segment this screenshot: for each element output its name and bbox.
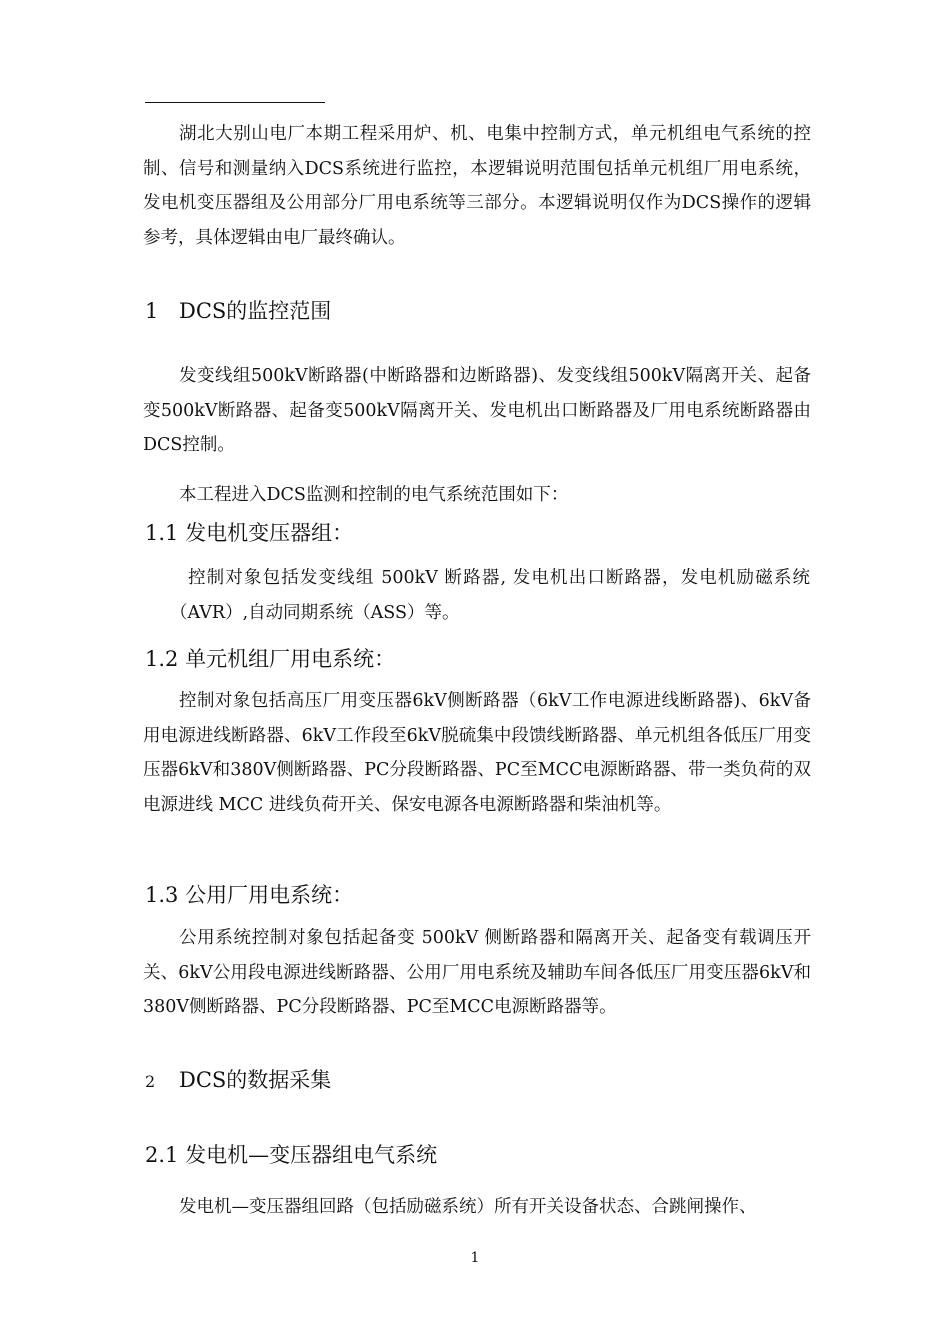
- section-1-paragraph-2: 本工程进入DCS监测和控制的电气系统范围如下：: [179, 485, 569, 505]
- section-2-1-paragraph: 发电机—变压器组回路（包括励磁系统）所有开关设备状态、合跳闸操作、: [179, 1197, 757, 1217]
- section-1-title: DCS的监控范围: [179, 299, 332, 323]
- section-1-2-heading: 1.2 单元机组厂用电系统：: [145, 647, 396, 671]
- section-2-1-heading: 2.1 发电机—变压器组电气系统: [145, 1143, 438, 1167]
- section-1-1-paragraph: 控制对象包括发变线组 500kV 断路器, 发电机出口断路器，发电机励磁系统（AVR）,自动同期系统（ASS）等。: [170, 568, 810, 623]
- section-1-2-paragraph: 控制对象包括高压厂用变压器6kV侧断路器（6kV工作电源进线断路器)、6kV备用电源进线断路器、6kV工作段至6kV脱硫集中段馈线断路器、单元机组各低压厂用变压器6kV和380V侧断路器、PC分段断路器、PC至MCC电源断路器、带一类负荷的双电源进线 MCC 进线负荷开关、保安电源各电源断路器和柴油机等。: [143, 691, 811, 815]
- section-1-number: 1: [145, 299, 159, 323]
- section-1-3-heading: 1.3 公用厂用电系统：: [145, 883, 354, 907]
- section-1-1-heading: 1.1 发电机变压器组：: [145, 521, 354, 545]
- section-1-paragraph-1: 发变线组500kV断路器(中断路器和边断路器)、发变线组500kV隔离开关、起备变500kV断路器、起备变500kV隔离开关、发电机出口断路器及厂用电系统断路器由DCS控制。: [143, 366, 811, 455]
- section-1-heading: [145, 295, 331, 325]
- section-1-3-paragraph: 公用系统控制对象包括起备变 500kV 侧断路器和隔离开关、起备变有载调压开关、6kV公用段电源进线断路器、公用厂用电系统及辅助车间各低压厂用变压器6kV和380V侧断路器、PC分段断路器、PC至MCC电源断路器等。: [143, 928, 811, 1017]
- page-number: 1: [470, 1250, 480, 1266]
- section-2-number: 2: [145, 1072, 156, 1091]
- section-2-heading: [145, 1064, 331, 1094]
- intro-paragraph: 湖北大别山电厂本期工程采用炉、机、电集中控制方式，单元机组电气系统的控制、信号和测量纳入DCS系统进行监控，本逻辑说明范围包括单元机组厂用电系统，发电机变压器组及公用部分厂用电系统等三部分。本逻辑说明仅作为DCS操作的逻辑参考，具体逻辑由电厂最终确认。: [143, 124, 811, 248]
- section-2-title: DCS的数据采集: [179, 1068, 332, 1092]
- header-rule: [145, 102, 325, 103]
